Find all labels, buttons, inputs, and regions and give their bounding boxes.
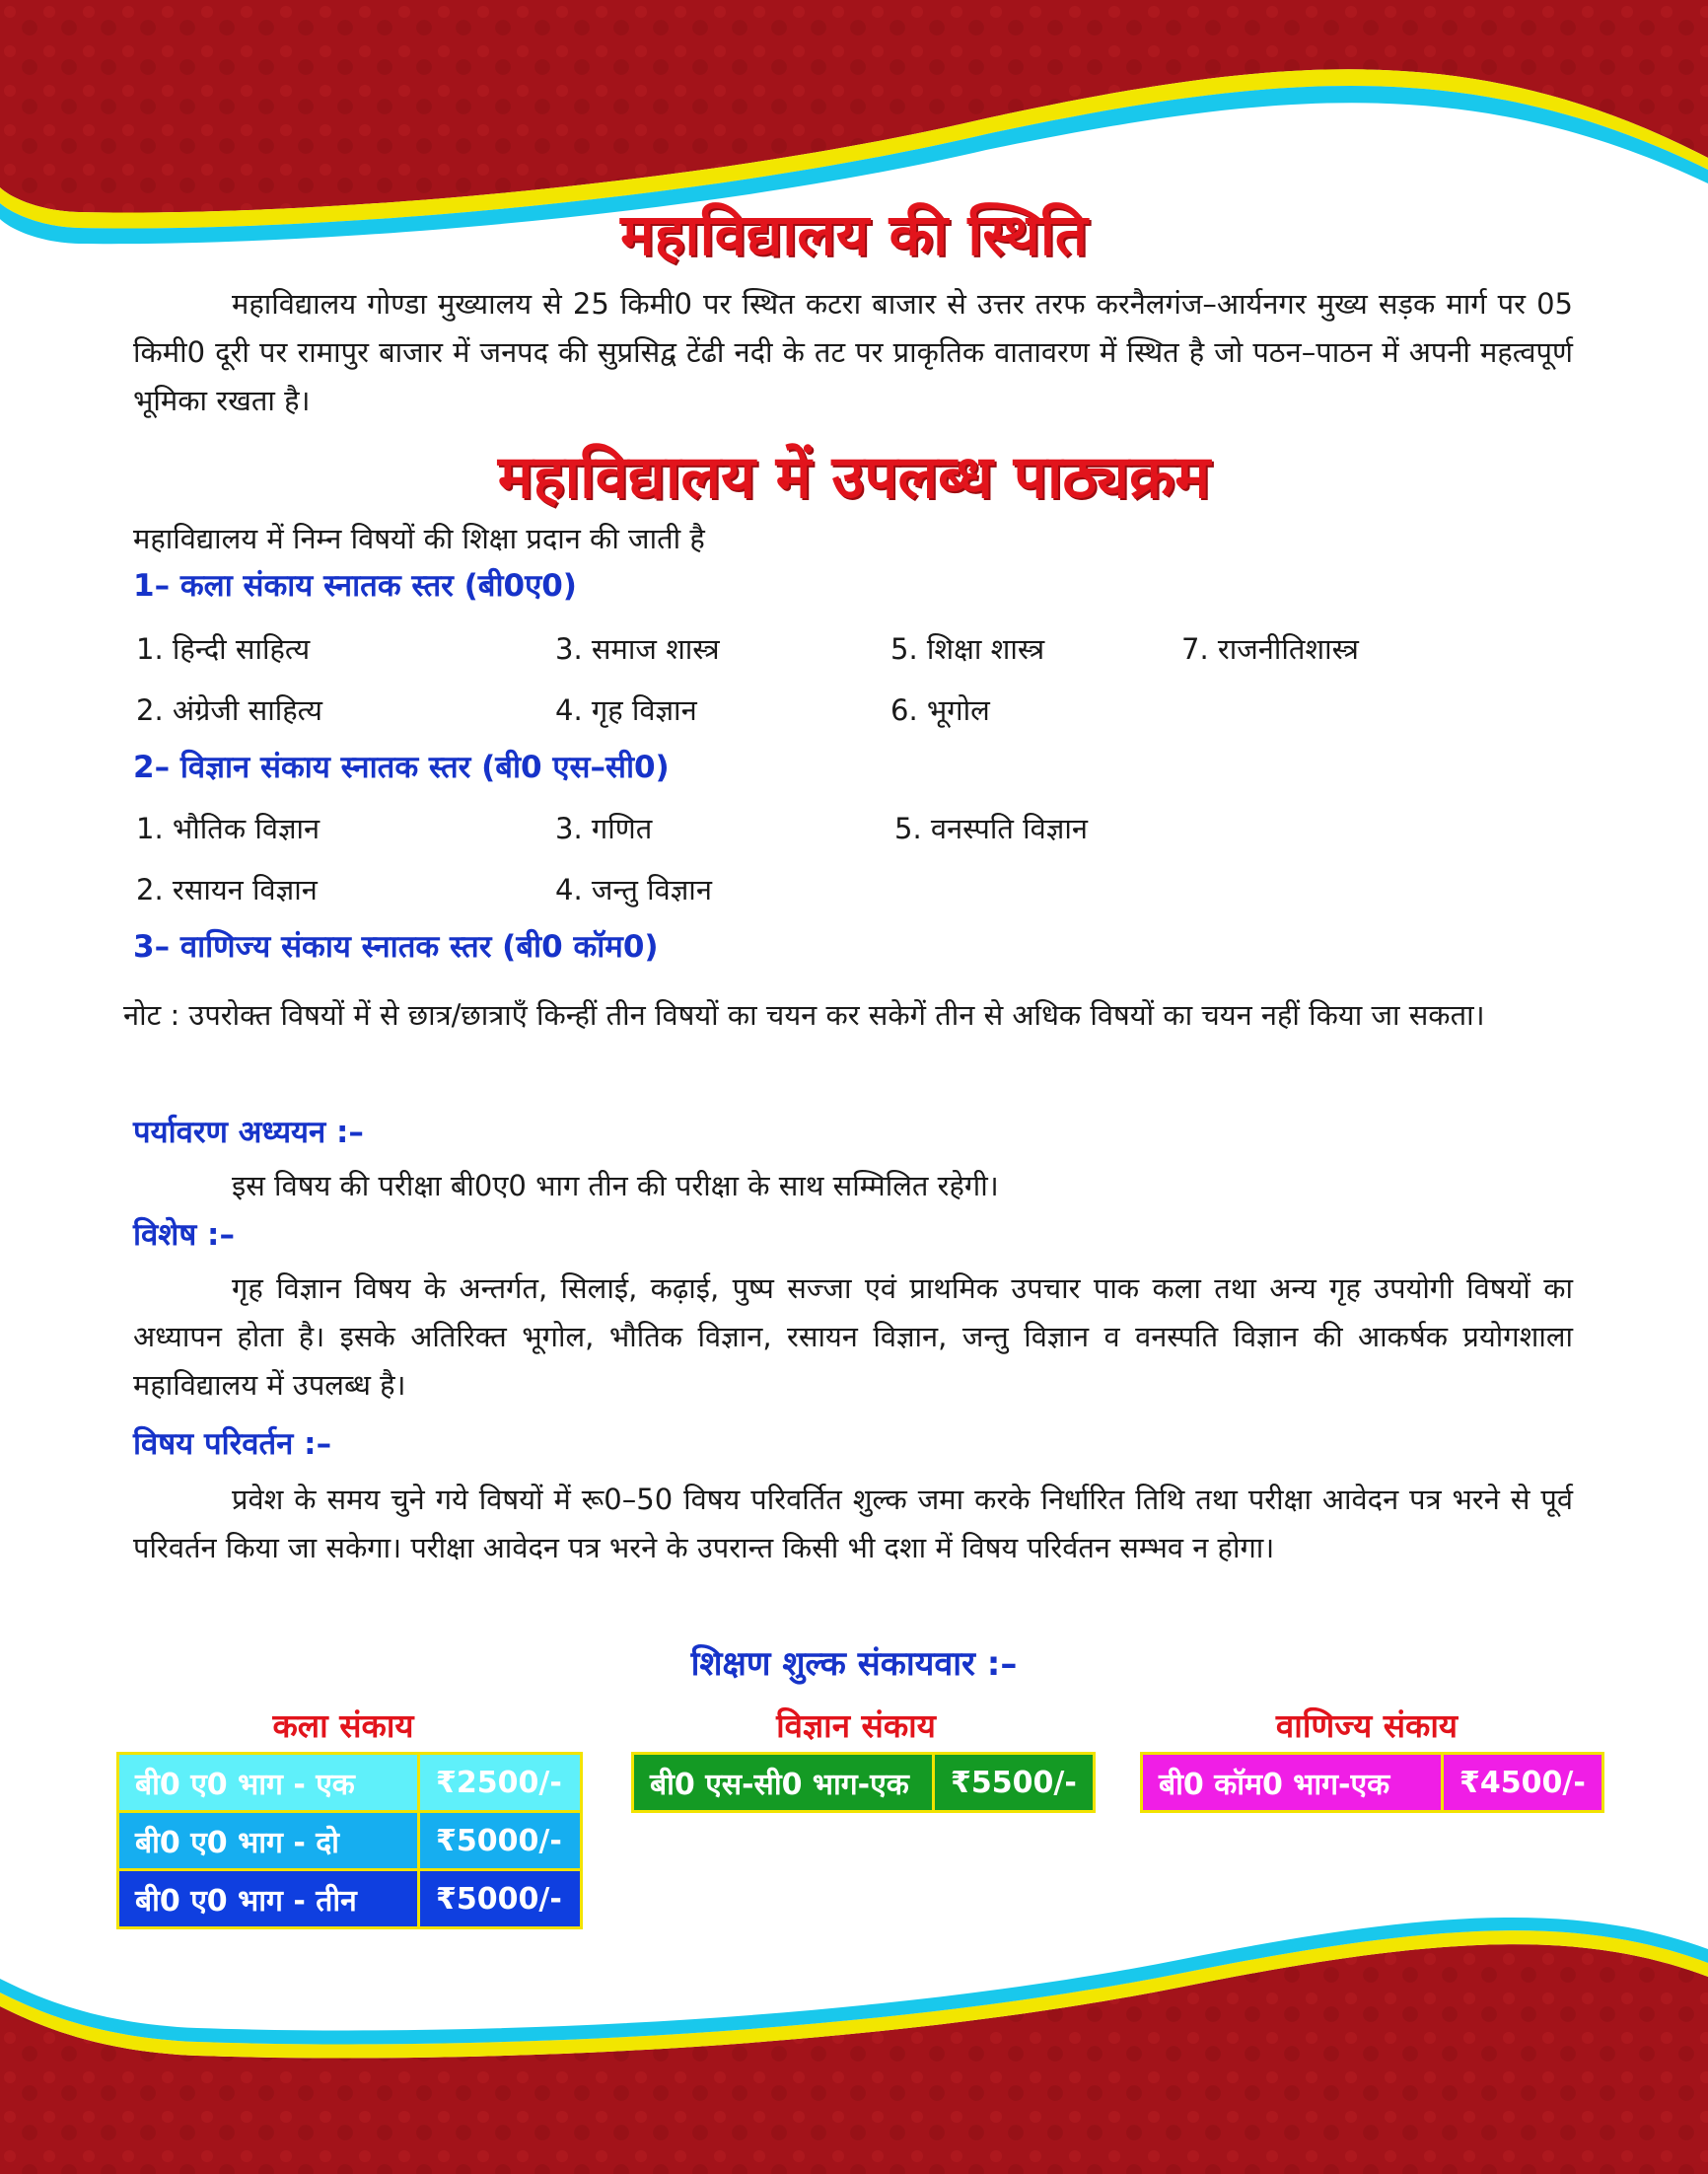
- special-text: गृह विज्ञान विषय के अन्तर्गत, सिलाई, कढ़ाई, पुष्प सज्जा एवं प्राथमिक उपचार पाक कला तथा अन्य गृह उपयोगी विषयों का अध्यापन होता है। इसके अतिरिक्त भूगोल, भौतिक विज्ञान, रसायन विज्ञान, जन्तु विज्ञान व वनस्पति विज्ञान की आकर्षक प्रयोगशाला महाविद्यालय में उपलब्ध है।: [133, 1271, 1573, 1402]
- subject-change-text: प्रवेश के समय चुने गये विषयों में रू0–50 विषय परिवर्तित शुल्क जमा करके निर्धारित तिथि तथा परीक्षा आवेदन पत्र भरने से पूर्व परिवर्तन किया जा सकेगा। परीक्षा आवेदन पत्र भरने के उपरान्त किसी भी दशा में विषय परिर्वतन सम्भव न होगा।: [133, 1483, 1573, 1564]
- arts-subject-3: 3. समाज शास्त्र: [555, 632, 720, 666]
- fee-amount: ₹5500/-: [934, 1754, 1095, 1812]
- arts-fee-title: कला संकाय: [272, 1706, 414, 1745]
- bottom-decorative-band: [0, 1908, 1708, 2174]
- environment-heading: पर्यावरण अध्ययन :–: [133, 1115, 364, 1150]
- table-row: [1142, 1754, 1603, 1812]
- special-paragraph: [133, 1265, 1573, 1410]
- special-heading: विशेष :–: [133, 1217, 235, 1253]
- science-subject-5: 5. वनस्पति विज्ञान: [894, 812, 1088, 845]
- science-subject-4: 4. जन्तु विज्ञान: [555, 873, 712, 906]
- science-fee-table: [631, 1752, 1096, 1813]
- table-row: [633, 1754, 1095, 1812]
- commerce-faculty-heading: 3– वाणिज्य संकाय स्नातक स्तर (बी0 कॉम0): [133, 929, 659, 965]
- subject-change-heading: विषय परिवर्तन :–: [133, 1426, 332, 1462]
- science-fee-title: विज्ञान संकाय: [776, 1706, 936, 1745]
- fees-heading: शिक्षण शुल्क संकायवार :–: [690, 1644, 1018, 1684]
- science-faculty-heading: 2– विज्ञान संकाय स्नातक स्तर (बी0 एस–सी0): [133, 750, 670, 785]
- fee-label: बी0 ए0 भाग - तीन: [118, 1870, 419, 1928]
- science-subject-2: 2. रसायन विज्ञान: [136, 873, 318, 906]
- location-title: महाविद्यालय की स्थिति: [620, 201, 1088, 268]
- subject-selection-note: नोट : उपरोक्त विषयों में से छात्र/छात्राएँ किन्हीं तीन विषयों का चयन कर सकेगें तीन से अधिक विषयों का चयन नहीं किया जा सकता।: [123, 998, 1485, 1032]
- arts-subject-4: 4. गृह विज्ञान: [555, 693, 697, 727]
- fee-amount: ₹5000/-: [419, 1812, 582, 1870]
- fee-label: बी0 ए0 भाग - दो: [118, 1812, 419, 1870]
- commerce-fee-table: [1140, 1752, 1604, 1813]
- courses-title: महाविद्यालय में उपलब्ध पाठ्यक्रम: [497, 443, 1211, 512]
- arts-faculty-heading: 1– कला संकाय स्नातक स्तर (बी0ए0): [133, 568, 577, 604]
- arts-subject-7: 7. राजनीतिशास्त्र: [1181, 632, 1359, 666]
- fee-label: बी0 कॉम0 भाग-एक: [1142, 1754, 1443, 1812]
- fee-label: बी0 एस-सी0 भाग-एक: [633, 1754, 934, 1812]
- subject-change-paragraph: [133, 1476, 1573, 1572]
- science-subject-1: 1. भौतिक विज्ञान: [136, 812, 320, 845]
- arts-subject-5: 5. शिक्षा शास्त्र: [890, 632, 1045, 666]
- arts-fee-table: [116, 1752, 583, 1929]
- fee-amount: ₹4500/-: [1443, 1754, 1603, 1812]
- commerce-fee-title: वाणिज्य संकाय: [1275, 1706, 1459, 1745]
- environment-text: इस विषय की परीक्षा बी0ए0 भाग तीन की परीक्षा के साथ सम्मिलित रहेगी।: [232, 1169, 999, 1202]
- table-row: [118, 1870, 582, 1928]
- fee-amount: ₹5000/-: [419, 1870, 582, 1928]
- fee-amount: ₹2500/-: [419, 1754, 582, 1812]
- environment-paragraph: [133, 1162, 1573, 1210]
- arts-subject-1: 1. हिन्दी साहित्य: [136, 632, 311, 666]
- arts-subject-6: 6. भूगोल: [890, 693, 990, 727]
- table-row: [118, 1754, 582, 1812]
- location-paragraph: [133, 280, 1573, 425]
- fee-label: बी0 ए0 भाग - एक: [118, 1754, 419, 1812]
- location-text: महाविद्यालय गोण्डा मुख्यालय से 25 किमी0 पर स्थित कटरा बाजार से उत्तर तरफ करनैलगंज–आर्यनगर मुख्य सड़क मार्ग पर 05 किमी0 दूरी पर रामापुर बाजार में जनपद की सुप्रसिद्व टेंढी नदी के तट पर प्राकृतिक वातावरण में स्थित है जो पठन–पाठन में अपनी महत्वपूर्ण भूमिका रखता है।: [133, 287, 1573, 417]
- arts-subject-2: 2. अंग्रेजी साहित्य: [136, 693, 322, 727]
- science-subject-3: 3. गणित: [555, 812, 653, 845]
- courses-intro: महाविद्यालय में निम्न विषयों की शिक्षा प्रदान की जाती है: [133, 522, 705, 555]
- table-row: [118, 1812, 582, 1870]
